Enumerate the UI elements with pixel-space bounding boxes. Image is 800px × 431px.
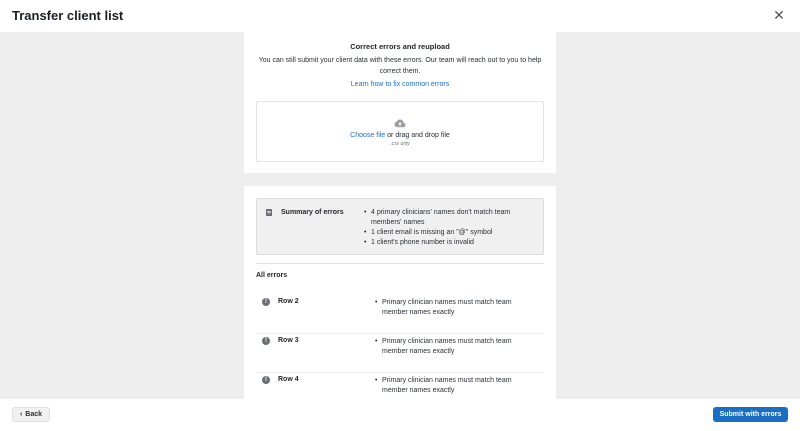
error-info-icon: ! — [262, 337, 270, 345]
error-row-label: Row 2 — [278, 298, 299, 305]
modal-header — [0, 0, 800, 32]
errors-card — [244, 186, 556, 399]
upload-heading: Correct errors and reupload — [350, 42, 450, 51]
divider — [256, 263, 544, 264]
document-icon — [266, 209, 272, 216]
modal-footer — [0, 399, 800, 431]
chevron-left-icon: ‹ — [19, 411, 23, 418]
close-icon[interactable]: ✕ — [773, 7, 785, 23]
modal-body[interactable] — [0, 32, 800, 399]
summary-item: • 1 client email is missing an "@" symbol — [364, 228, 539, 238]
row-divider — [256, 333, 544, 334]
help-link[interactable]: Learn how to fix common errors — [350, 81, 450, 88]
cloud-upload-icon — [257, 115, 543, 133]
error-row-message: • Primary clinician names must match team member names exactly — [375, 337, 525, 357]
row-divider — [256, 372, 544, 373]
summary-item: • 4 primary clinicians' names don't match team members' names — [364, 208, 539, 228]
error-row-message: • Primary clinician names must match team member names exactly — [375, 298, 525, 318]
submit-with-errors-button[interactable]: Submit with errors — [713, 407, 788, 422]
error-row — [256, 296, 544, 334]
error-row-message: • Primary clinician names must match team member names exactly — [375, 376, 525, 396]
error-row — [256, 374, 544, 399]
summary-item: • 1 client's phone number is invalid — [364, 238, 539, 248]
file-dropzone[interactable] — [256, 101, 544, 162]
upload-card — [244, 32, 556, 173]
back-label: Back — [25, 411, 43, 418]
error-summary — [256, 198, 544, 255]
all-errors-title: All errors — [256, 272, 288, 279]
error-info-icon: ! — [262, 376, 270, 384]
error-row-label: Row 3 — [278, 337, 299, 344]
error-info-icon: ! — [262, 298, 270, 306]
choose-file-link[interactable]: Choose file — [350, 132, 386, 139]
summary-list — [364, 208, 539, 248]
summary-title: Summary of errors — [281, 209, 344, 216]
file-type-hint: .csv only — [390, 141, 410, 147]
error-row — [256, 335, 544, 373]
modal-title: Transfer client list — [12, 8, 124, 23]
error-row-label: Row 4 — [278, 376, 299, 383]
upload-description: You can still submit your client data with these errors. Our team will reach out to you to help correct them. — [258, 57, 542, 75]
drag-drop-text: or drag and drop file — [385, 132, 450, 139]
back-button[interactable] — [12, 407, 50, 422]
dropzone-text — [257, 132, 543, 139]
